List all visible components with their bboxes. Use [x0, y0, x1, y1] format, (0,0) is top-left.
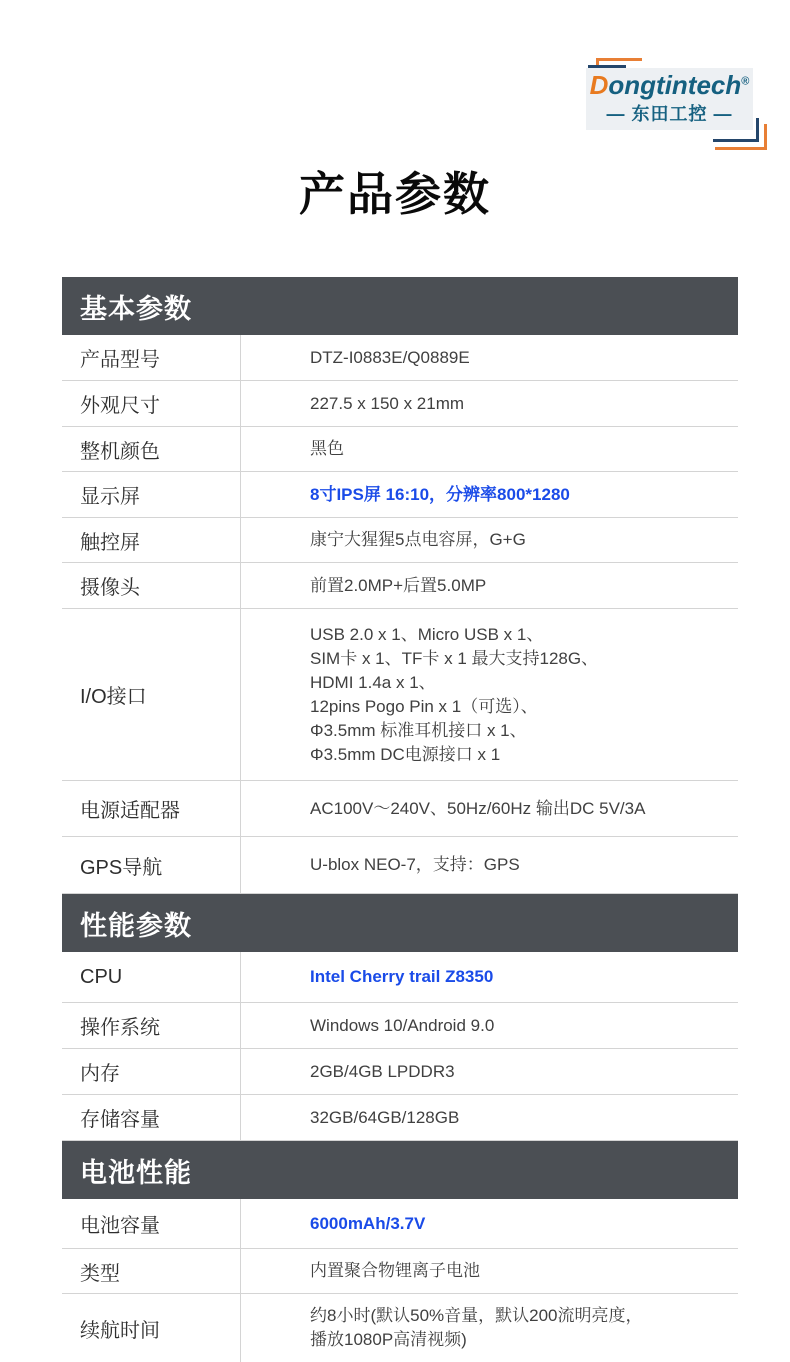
spec-value	[240, 609, 738, 780]
brand-rest: ongtintech	[608, 69, 742, 100]
spec-value-text: AC100V～240V、50Hz/60Hz 输出DC 5V/3A	[310, 798, 646, 818]
spec-value-text: Windows 10/Android 9.0	[310, 1015, 495, 1035]
spec-value	[240, 1294, 738, 1362]
page-title: 产品参数	[299, 168, 491, 220]
spec-value-text: 黑色	[310, 439, 344, 458]
table-row-color	[62, 427, 738, 472]
spec-value-text: 8寸IPS屏 16:10，分辨率800*1280	[310, 484, 570, 504]
spec-value-line: USB 2.0 x 1、Micro USB x 1、	[310, 624, 544, 644]
table-row-model	[62, 335, 738, 381]
spec-value-text: 2GB/4GB LPDDR3	[310, 1061, 455, 1081]
section-header-performance	[62, 894, 738, 952]
spec-value	[240, 563, 738, 608]
spec-label: I/O接口	[80, 686, 147, 708]
spec-label: 续航时间	[80, 1319, 160, 1342]
spec-value	[240, 335, 738, 380]
spec-label: 摄像头	[80, 577, 140, 599]
spec-label: 内存	[80, 1063, 120, 1085]
spec-value-line: SIM卡 x 1、TF卡 x 1 最大支持128G、	[310, 648, 599, 668]
section-title: 基本参数	[80, 293, 192, 324]
spec-value	[240, 1249, 738, 1293]
table-row-memory	[62, 1049, 738, 1095]
spec-label: 显示屏	[80, 486, 140, 508]
table-row-storage	[62, 1095, 738, 1141]
table-row-camera	[62, 563, 738, 609]
registered-trademark-icon: ®	[741, 75, 750, 88]
section-header-basic	[62, 277, 738, 335]
brand-name	[589, 69, 750, 100]
logo-corner-bracket-orange-br	[715, 124, 767, 150]
table-row-os	[62, 1003, 738, 1049]
brand-logo	[586, 68, 753, 130]
spec-value-text: 227.5 x 150 x 21mm	[310, 393, 465, 413]
spec-table	[62, 277, 738, 1362]
spec-label: 存储容量	[80, 1109, 160, 1131]
spec-value-text: DTZ-I0883E/Q0889E	[310, 347, 470, 367]
spec-label: 操作系统	[80, 1017, 160, 1039]
table-row-battery-capacity	[62, 1199, 738, 1249]
table-row-power-adapter	[62, 781, 738, 837]
spec-value	[240, 1049, 738, 1094]
section-title: 电池性能	[80, 1157, 192, 1188]
spec-value	[240, 427, 738, 471]
spec-label: CPU	[80, 965, 123, 988]
section-header-battery	[62, 1141, 738, 1199]
spec-value-text: U-blox NEO-7，支持：GPS	[310, 855, 520, 874]
spec-value-text: 内置聚合物锂离子电池	[310, 1261, 480, 1280]
table-row-display	[62, 472, 738, 518]
spec-label: 整机颜色	[80, 440, 160, 463]
brand-initial: D	[589, 69, 609, 100]
spec-value-text: 前置2.0MP+后置5.0MP	[310, 575, 487, 595]
spec-value	[240, 1003, 738, 1048]
spec-value-highlighted	[240, 1199, 738, 1248]
table-row-cpu	[62, 952, 738, 1003]
spec-value	[240, 781, 738, 836]
spec-label: 外观尺寸	[80, 395, 160, 417]
spec-value	[240, 381, 738, 426]
brand-subtitle: — 东田工控 —	[606, 104, 733, 125]
spec-value	[240, 837, 738, 893]
table-row-battery-life	[62, 1294, 738, 1362]
spec-value-text: 32GB/64GB/128GB	[310, 1107, 460, 1127]
spec-value-text: 6000mAh/3.7V	[310, 1213, 426, 1233]
spec-value	[240, 518, 738, 562]
spec-label: GPS导航	[80, 856, 163, 879]
table-row-io-ports	[62, 609, 738, 781]
spec-value-text: 康宁大猩猩5点电容屏，G+G	[310, 530, 526, 549]
table-row-gps	[62, 837, 738, 894]
spec-value-line: 约8小时(默认50%音量，默认200流明亮度，	[310, 1306, 643, 1325]
spec-value-line: Φ3.5mm 标准耳机接口 x 1、	[310, 720, 527, 740]
spec-label: 类型	[80, 1262, 120, 1285]
spec-label: 电池容量	[80, 1215, 160, 1237]
table-row-battery-type	[62, 1249, 738, 1294]
spec-label: 电源适配器	[80, 800, 180, 822]
spec-value-line: HDMI 1.4a x 1、	[310, 672, 436, 692]
spec-value	[240, 1095, 738, 1140]
spec-value-text: Intel Cherry trail Z8350	[310, 967, 494, 986]
section-title: 性能参数	[80, 910, 192, 941]
spec-label: 产品型号	[80, 349, 160, 371]
spec-value-line: 12pins Pogo Pin x 1（可选）、	[310, 696, 538, 716]
spec-value-highlighted	[240, 952, 738, 1002]
spec-value-line: 播放1080P高清视频)	[310, 1330, 467, 1349]
spec-label: 触控屏	[80, 531, 140, 554]
spec-value-line: Φ3.5mm DC电源接口 x 1	[310, 744, 501, 764]
table-row-dimensions	[62, 381, 738, 427]
table-row-touchscreen	[62, 518, 738, 563]
spec-value-highlighted	[240, 472, 738, 517]
